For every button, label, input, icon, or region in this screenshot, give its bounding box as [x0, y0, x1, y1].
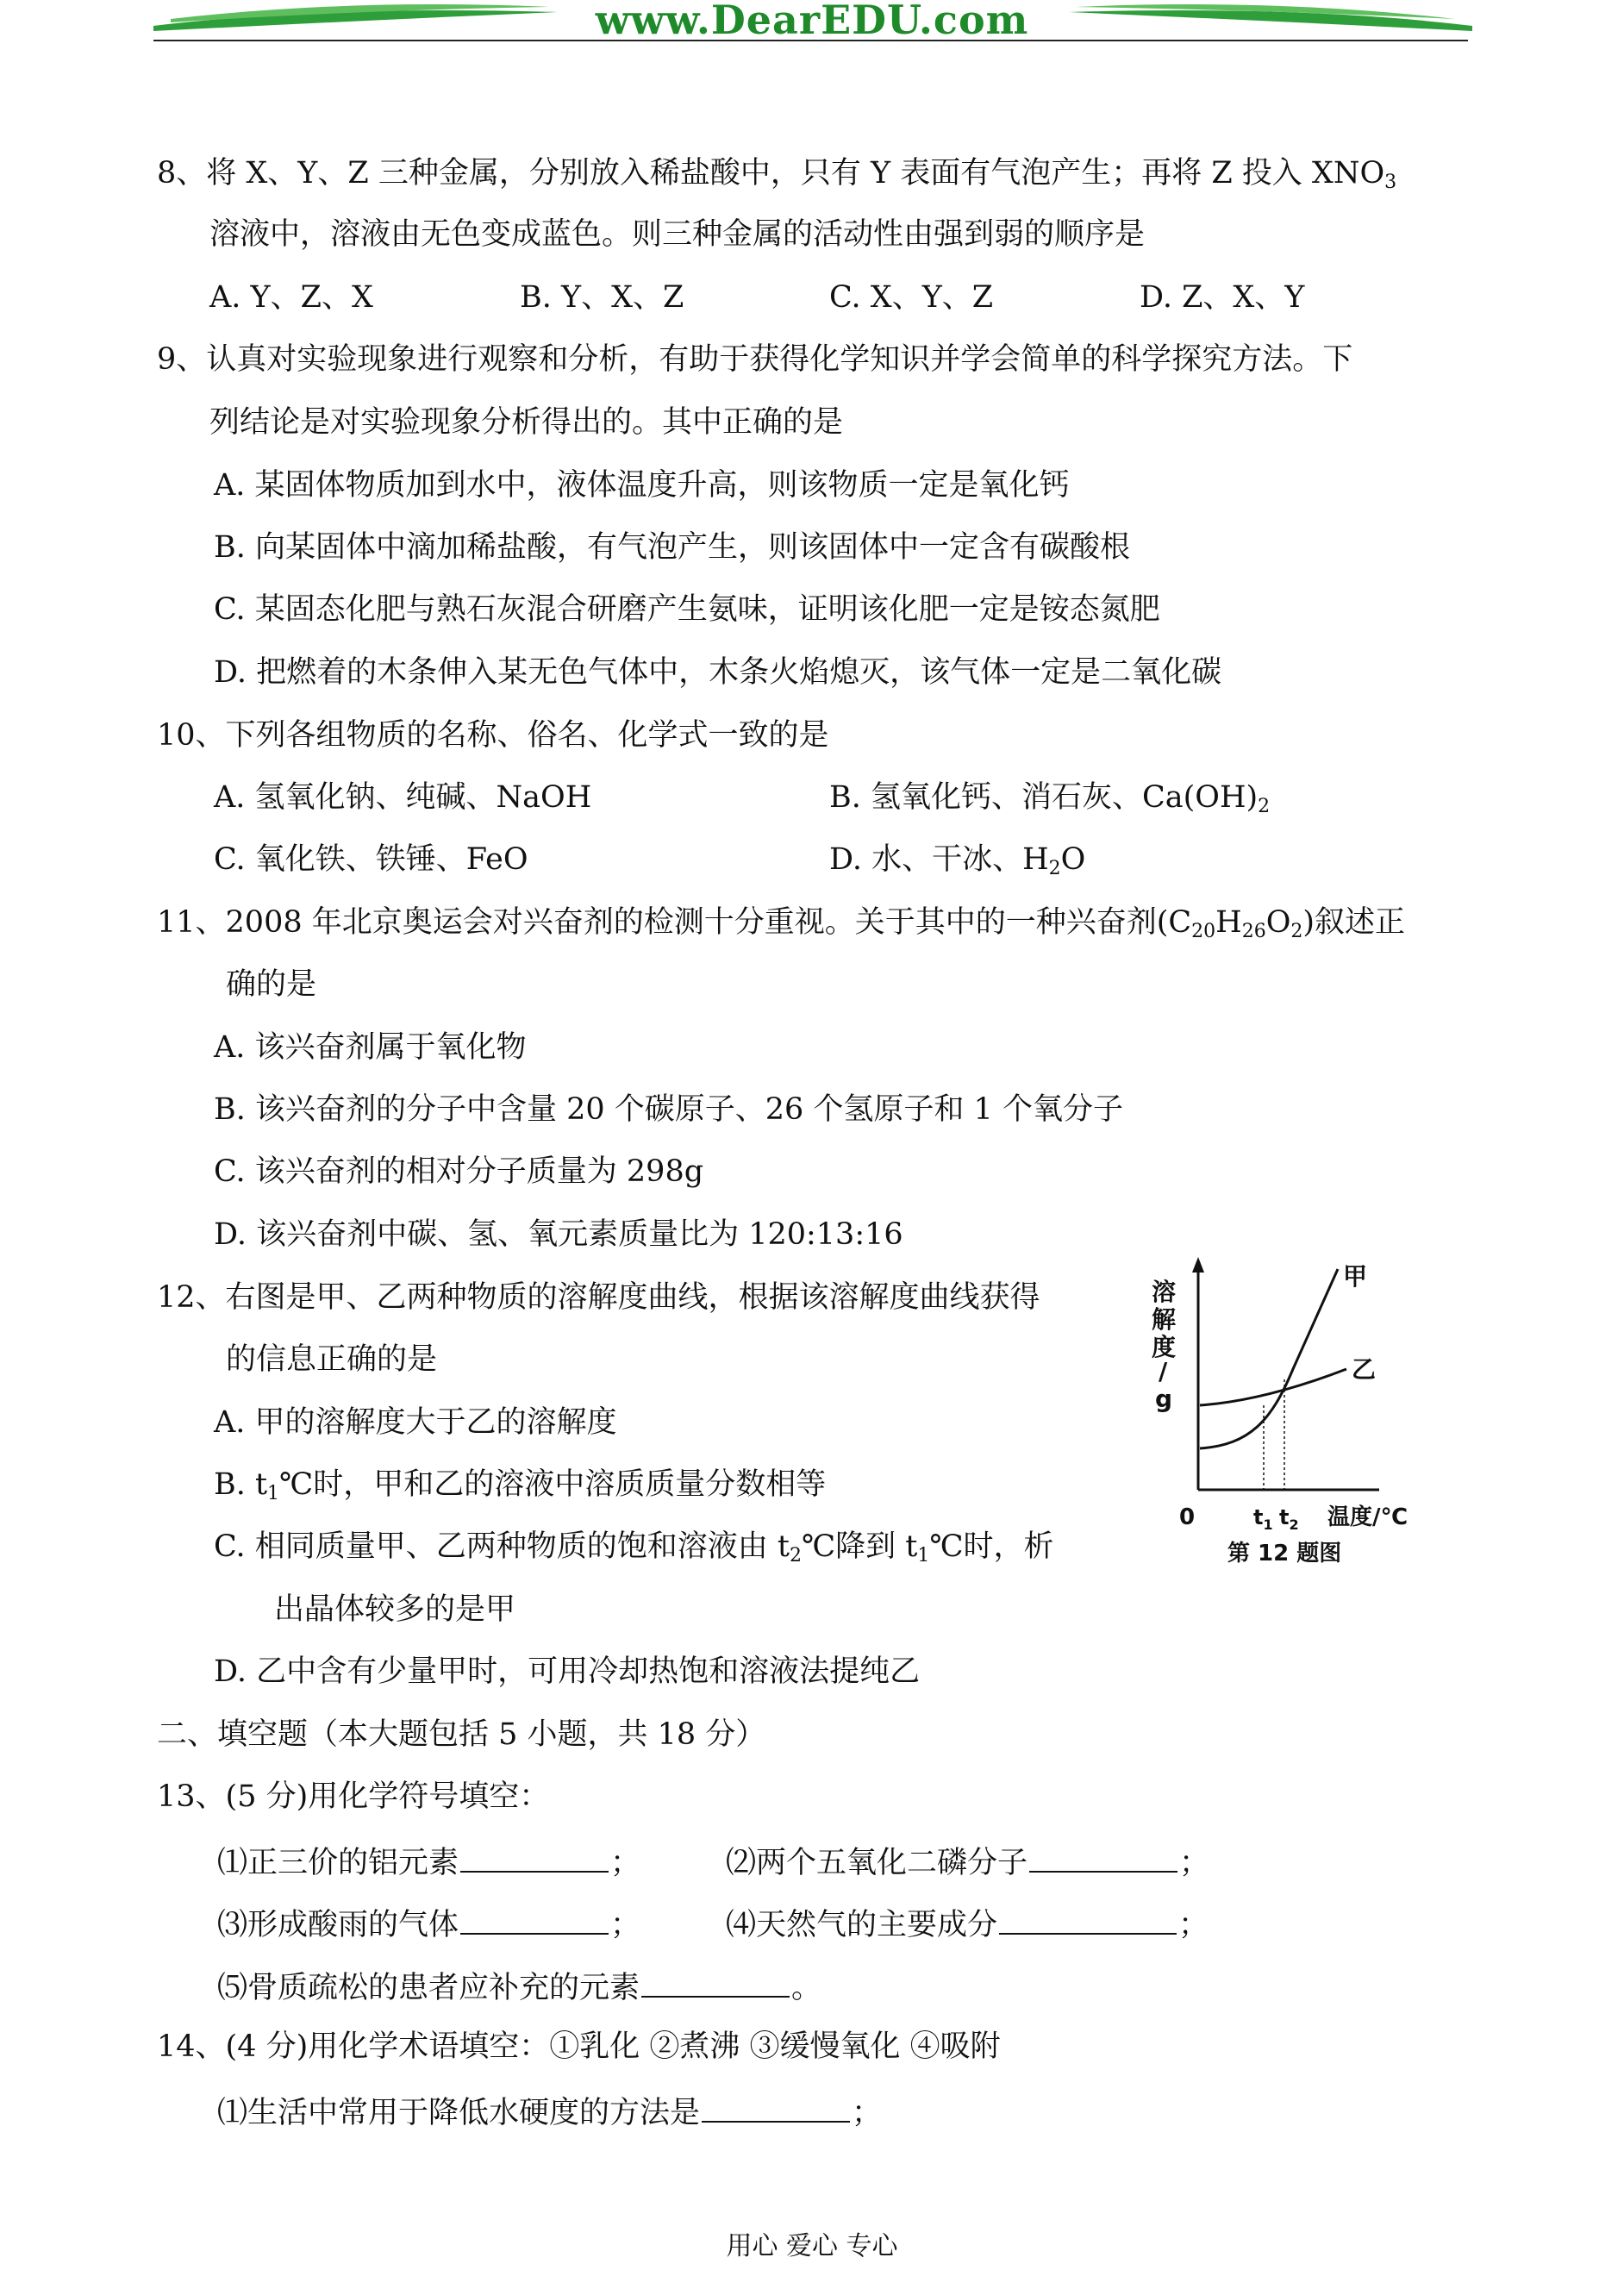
separator: ； — [610, 1908, 641, 1942]
y-axis-label-char-3: 度 — [1152, 1333, 1177, 1361]
q12-option-c-sub2: 1 — [917, 1545, 930, 1566]
q12-option-c-tail: ℃时，析 — [929, 1529, 1054, 1564]
t2-label-t: t — [1279, 1505, 1290, 1529]
answer-blank[interactable] — [1029, 1840, 1177, 1873]
q14-item-1-text: ⑴生活中常用于降低水硬度的方法是 — [217, 2096, 701, 2130]
q11-option-d: D. 该兴奋剂中碳、氢、氧元素质量比为 120:13:16 — [214, 1217, 903, 1252]
q11-text: 11、2008 年北京奥运会对兴奋剂的检测十分重视。关于其中的一种兴奋剂(C — [157, 905, 1192, 940]
curve-yi — [1200, 1369, 1346, 1405]
q10-option-d-tail: O — [1060, 842, 1086, 877]
t1-label-t: t — [1253, 1505, 1264, 1529]
q10-option-d-subscript: 2 — [1048, 858, 1061, 879]
separator: ； — [1179, 1846, 1210, 1880]
y-axis-label-char-2: 解 — [1152, 1305, 1177, 1334]
y-axis-label-slash: / — [1159, 1357, 1168, 1385]
curve-jia-label: 甲 — [1343, 1262, 1368, 1291]
q13-stem: 13、(5 分)用化学符号填空： — [157, 1779, 550, 1814]
q11-option-a: A. 该兴奋剂属于氧化物 — [214, 1030, 527, 1065]
y-axis-label — [1152, 1278, 1184, 1413]
t2-label-sub: 2 — [1289, 1516, 1299, 1533]
y-axis-label-char-1: 溶 — [1152, 1278, 1177, 1306]
q12-option-b-tail: ℃时，甲和乙的溶液中溶质质量分数相等 — [279, 1467, 827, 1502]
q8-text: 8、将 X、Y、Z 三种金属，分别放入稀盐酸中，只有 Y 表面有气泡产生；再将 Z 投入 XNO — [157, 156, 1385, 191]
curve-yi-label: 乙 — [1352, 1355, 1377, 1384]
period: 。 — [791, 1971, 822, 2005]
answer-blank[interactable] — [460, 1840, 609, 1873]
q11-option-b: B. 该兴奋剂的分子中含量 20 个碳原子、26 个氢原子和 1 个氧分子 — [214, 1092, 1123, 1127]
q10-option-b-text: B. 氢氧化钙、消石灰、Ca(OH) — [829, 780, 1259, 815]
page-footer: 用心 爱心 专心 — [726, 2231, 898, 2261]
q12-option-c — [214, 1527, 1053, 1566]
answer-blank[interactable] — [999, 1902, 1177, 1935]
q13-item-5 — [217, 1965, 821, 2008]
q11-line2: 确的是 — [226, 967, 317, 1002]
q13-item-1-text: ⑴正三价的铝元素 — [217, 1846, 459, 1880]
y-axis-label-unit: g — [1155, 1385, 1173, 1413]
q12-option-b-subscript: 1 — [267, 1483, 280, 1504]
q14-item-1 — [217, 2090, 882, 2133]
q11-line1 — [157, 903, 1405, 942]
q13-item-3-text: ⑶形成酸雨的气体 — [217, 1908, 459, 1942]
q10-option-d — [829, 840, 1085, 879]
page-header — [0, 0, 1624, 52]
curve-jia — [1200, 1269, 1338, 1448]
q12-option-c-sub1: 2 — [789, 1545, 802, 1566]
section-2-title: 二、填空题（本大题包括 5 小题，共 18 分） — [157, 1717, 766, 1752]
right-swoosh-decoration — [1067, 0, 1472, 36]
q10-stem: 10、下列各组物质的名称、俗名、化学式一致的是 — [157, 718, 829, 753]
q8-option-a: A. Y、Z、X — [209, 280, 373, 315]
q9-option-b: B. 向某固体中滴加稀盐酸，有气泡产生，则该固体中一定含有碳酸根 — [214, 530, 1130, 565]
q10-option-c: C. 氧化铁、铁锤、FeO — [214, 842, 528, 877]
q13-item-2-text: ⑵两个五氧化二磷分子 — [726, 1846, 1028, 1880]
q13-item-5-text: ⑸骨质疏松的患者应补充的元素 — [217, 1971, 640, 2005]
q8-option-b: B. Y、X、Z — [520, 280, 684, 315]
q12-option-a: A. 甲的溶解度大于乙的溶解度 — [214, 1405, 617, 1440]
q9-line1: 9、认真对实验现象进行观察和分析，有助于获得化学知识并学会简单的科学探究方法。下 — [157, 342, 1353, 377]
q11-sub-c: 20 — [1191, 921, 1216, 942]
q12-option-b — [214, 1465, 826, 1504]
q8-option-c: C. X、Y、Z — [829, 280, 994, 315]
t1-label — [1253, 1505, 1273, 1533]
q11-option-c: C. 该兴奋剂的相对分子质量为 298g — [214, 1154, 704, 1189]
answer-blank[interactable] — [702, 2090, 850, 2123]
separator: ； — [610, 1846, 641, 1880]
q12-option-c-text: C. 相同质量甲、乙两种物质的饱和溶液由 t — [214, 1529, 790, 1564]
q9-option-c: C. 某固态化肥与熟石灰混合研磨产生氨味，证明该化肥一定是铵态氮肥 — [214, 592, 1160, 627]
t1-label-sub: 1 — [1263, 1516, 1273, 1533]
q9-option-d: D. 把燃着的木条伸入某无色气体中，木条火焰熄灭，该气体一定是二氧化碳 — [214, 655, 1222, 690]
solubility-curve-figure — [1121, 1248, 1465, 1585]
q11-o: O — [1265, 905, 1291, 940]
q12-line2: 的信息正确的是 — [226, 1342, 438, 1377]
q10-option-d-text: D. 水、干冰、H — [829, 842, 1049, 877]
q9-option-a: A. 某固体物质加到水中，液体温度升高，则该物质一定是氧化钙 — [214, 468, 1070, 503]
header-divider — [153, 40, 1468, 41]
answer-blank[interactable] — [460, 1902, 609, 1935]
q10-option-a: A. 氢氧化钠、纯碱、NaOH — [214, 780, 592, 815]
q11-sub-o: 2 — [1290, 921, 1303, 942]
q11-text-tail: )叙述正 — [1302, 905, 1406, 940]
q8-option-d: D. Z、X、Y — [1140, 280, 1305, 315]
q12-line1: 12、右图是甲、乙两种物质的溶解度曲线，根据该溶解度曲线获得 — [157, 1280, 1040, 1315]
q10-option-b-subscript: 2 — [1258, 796, 1271, 817]
separator: ； — [852, 2096, 883, 2130]
q13-item-4 — [726, 1902, 1209, 1945]
q9-line2: 列结论是对实验现象分析得出的。其中正确的是 — [209, 405, 844, 440]
y-axis-arrow — [1192, 1257, 1204, 1273]
q12-option-c-mid: ℃降到 t — [801, 1529, 918, 1564]
q8-line1 — [157, 153, 1396, 193]
q8-line2: 溶液中，溶液由无色变成蓝色。则三种金属的活动性由强到弱的顺序是 — [209, 217, 1146, 252]
q13-item-3 — [217, 1902, 640, 1945]
figure-caption: 第 12 题图 — [1227, 1541, 1342, 1566]
q13-item-4-text: ⑷天然气的主要成分 — [726, 1908, 998, 1942]
q12-option-d: D. 乙中含有少量甲时，可用冷却热饱和溶液法提纯乙 — [214, 1654, 921, 1689]
q10-option-b — [829, 778, 1270, 817]
q8-subscript: 3 — [1384, 172, 1397, 193]
q12-option-b-text: B. t — [214, 1467, 268, 1502]
separator: ； — [1178, 1908, 1209, 1942]
q14-stem: 14、(4 分)用化学术语填空：①乳化 ②煮沸 ③缓慢氧化 ④吸附 — [157, 2029, 1001, 2064]
q11-h: H — [1215, 905, 1242, 940]
t2-label — [1279, 1505, 1299, 1533]
origin-label: 0 — [1179, 1504, 1196, 1530]
q12-option-c-line2: 出晶体较多的是甲 — [274, 1592, 516, 1627]
answer-blank[interactable] — [641, 1965, 790, 1998]
q13-item-1 — [217, 1840, 640, 1883]
q11-sub-h: 26 — [1241, 921, 1266, 942]
site-title: www.DearEDU.com — [595, 0, 1029, 43]
x-axis-label: 温度/℃ — [1327, 1504, 1408, 1530]
q13-item-2 — [726, 1840, 1209, 1883]
